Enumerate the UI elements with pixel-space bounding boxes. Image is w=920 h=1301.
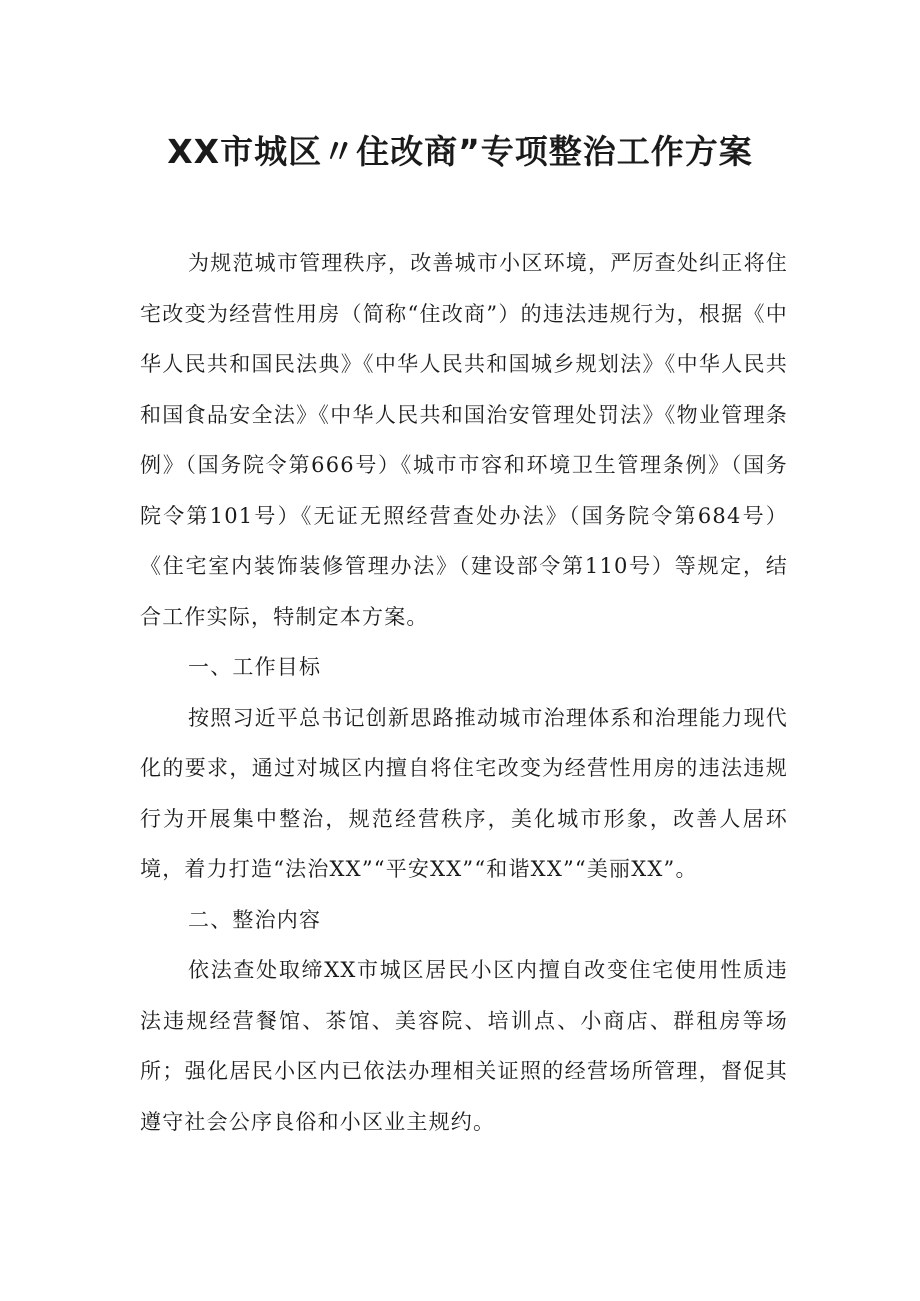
content-paragraph: 依法查处取缔XX市城区居民小区内擅自改变住宅使用性质违法违规经营餐馆、茶馆、美容院、培训点、小商店、群租房等场所；强化居民小区内已依法办理相关证照的经营场所管理，督促其遵守社会公序良俗和小区业主规约。 (140, 958, 788, 1134)
section-heading-content: 二、整治内容 (188, 907, 322, 932)
goals-paragraph: 按照习近平总书记创新思路推动城市治理体系和治理能力现代化的要求，通过对城区内擅自将住宅改变为经营性用房的违法违规行为开展集中整治，规范经营秩序，美化城市形象，改善人居环境，着力打造“法治XX”“平安XX”“和谐XX”“美丽XX”。 (140, 705, 788, 881)
document-title: XX市城区〃住改商”专项整治工作方案 (167, 132, 753, 171)
document-body (140, 238, 788, 1147)
intro-paragraph: 为规范城市管理秩序，改善城市小区环境，严厉查处纠正将住宅改变为经营性用房（简称“住改商”）的违法违规行为，根据《中华人民共和国民法典》《中华人民共和国城乡规划法》《中华人民共和国食品安全法》《中华人民共和国治安管理处罚法》《物业管理条例》（国务院令第666号）《城市市容和环境卫生管理条例》（国务院令第101号）《无证无照经营查处办法》（国务院令第684号）《住宅室内装饰装修管理办法》（建设部令第110号）等规定，结合工作实际，特制定本方案。 (140, 251, 788, 629)
section-heading-goals: 一、工作目标 (188, 655, 322, 679)
